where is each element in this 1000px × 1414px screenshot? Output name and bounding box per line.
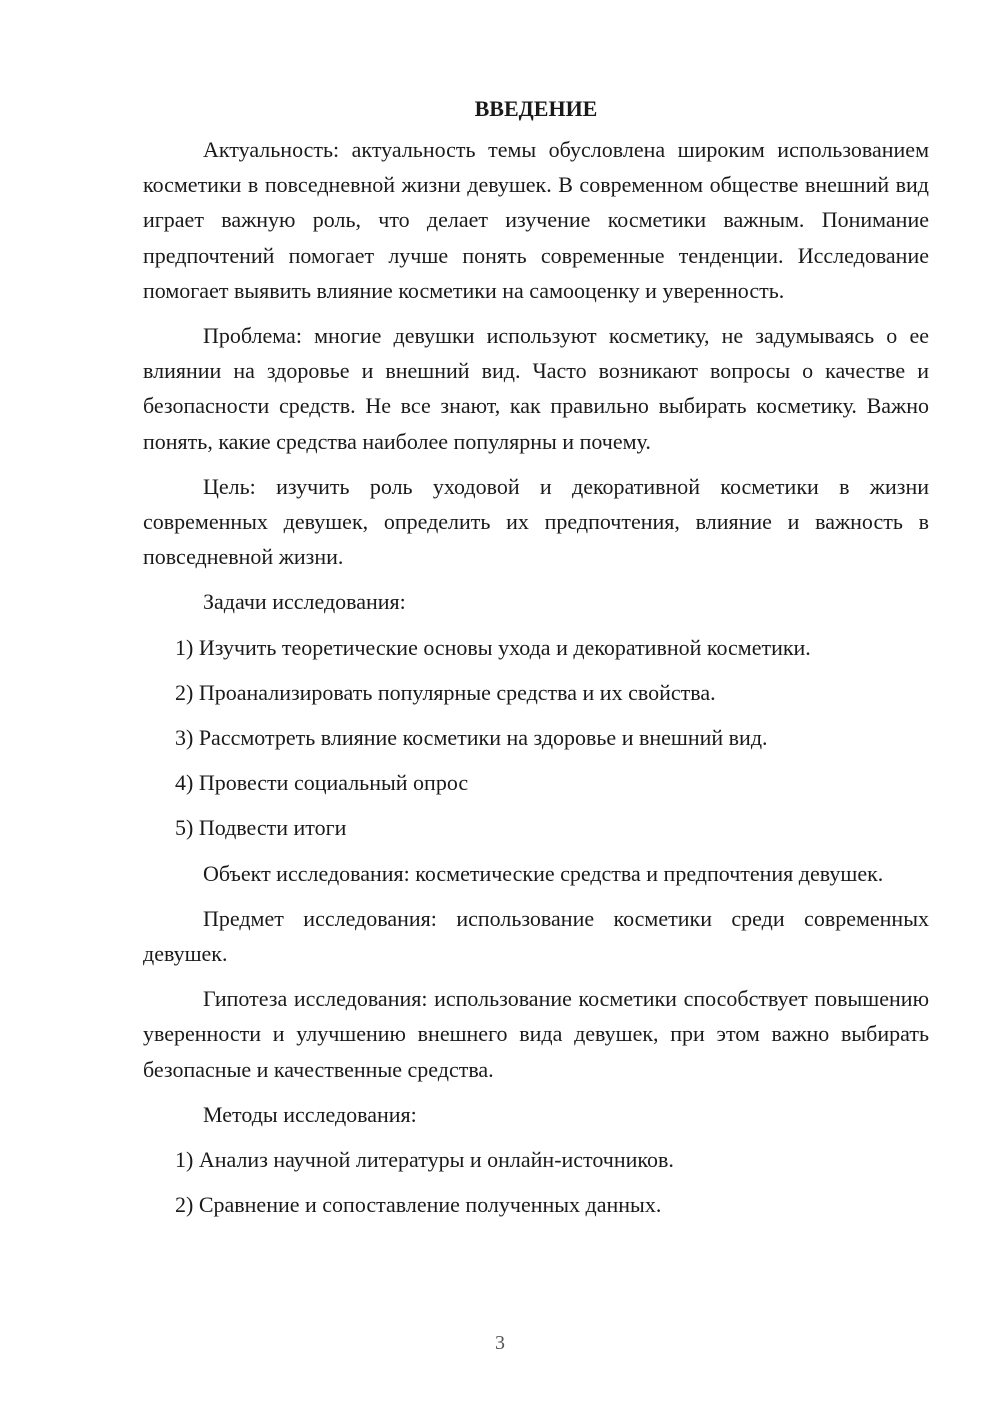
problem-paragraph: Проблема: многие девушки используют косметику, не задумываясь о ее влиянии на здоровье и внешний вид. Часто возникают вопросы о качестве и безопасности средств. Не все знают, как правильно выбирать косметику. Важно понять, какие средства наиболее популярны и почему. [143, 323, 929, 454]
task-item: 5) Подвести итоги [175, 815, 347, 841]
task-item: 1) Изучить теоретические основы ухода и декоративной косметики. [175, 634, 811, 660]
object-paragraph: Объект исследования: косметические средства и предпочтения девушек. [203, 860, 884, 886]
goal-paragraph: Цель: изучить роль уходовой и декоративной косметики в жизни современных девушек, определить их предпочтения, влияние и важность в повседневной жизни. [143, 473, 929, 570]
page-title: ВВЕДЕНИЕ [474, 96, 598, 121]
page-number: 3 [495, 1332, 505, 1354]
tasks-heading: Задачи исследования: [203, 589, 406, 615]
subject-paragraph: Предмет исследования: использование косметики среди современных девушек. [143, 905, 929, 967]
page-content [143, 94, 929, 1232]
method-item: 2) Сравнение и сопоставление полученных данных. [175, 1192, 662, 1218]
methods-heading: Методы исследования: [203, 1101, 417, 1127]
relevance-paragraph: Актуальность: актуальность темы обусловлена широким использованием косметики в повседневной жизни девушек. В современном обществе внешний вид играет важную роль, что делает изучение косметики важным. Понимание предпочтений помогает лучше понять современные тенденции. Исследование помогает выявить влияние косметики на самооценку и уверенность. [143, 137, 929, 303]
method-item: 1) Анализ научной литературы и онлайн-источников. [175, 1147, 674, 1173]
task-item: 2) Проанализировать популярные средства и их свойства. [175, 679, 716, 705]
task-item: 4) Провести социальный опрос [175, 770, 469, 796]
task-item: 3) Рассмотреть влияние косметики на здоровье и внешний вид. [175, 725, 768, 751]
hypothesis-paragraph: Гипотеза исследования: использование косметики способствует повышению уверенности и улучшению внешнего вида девушек, при этом важно выбирать безопасные и качественные средства. [143, 986, 929, 1082]
